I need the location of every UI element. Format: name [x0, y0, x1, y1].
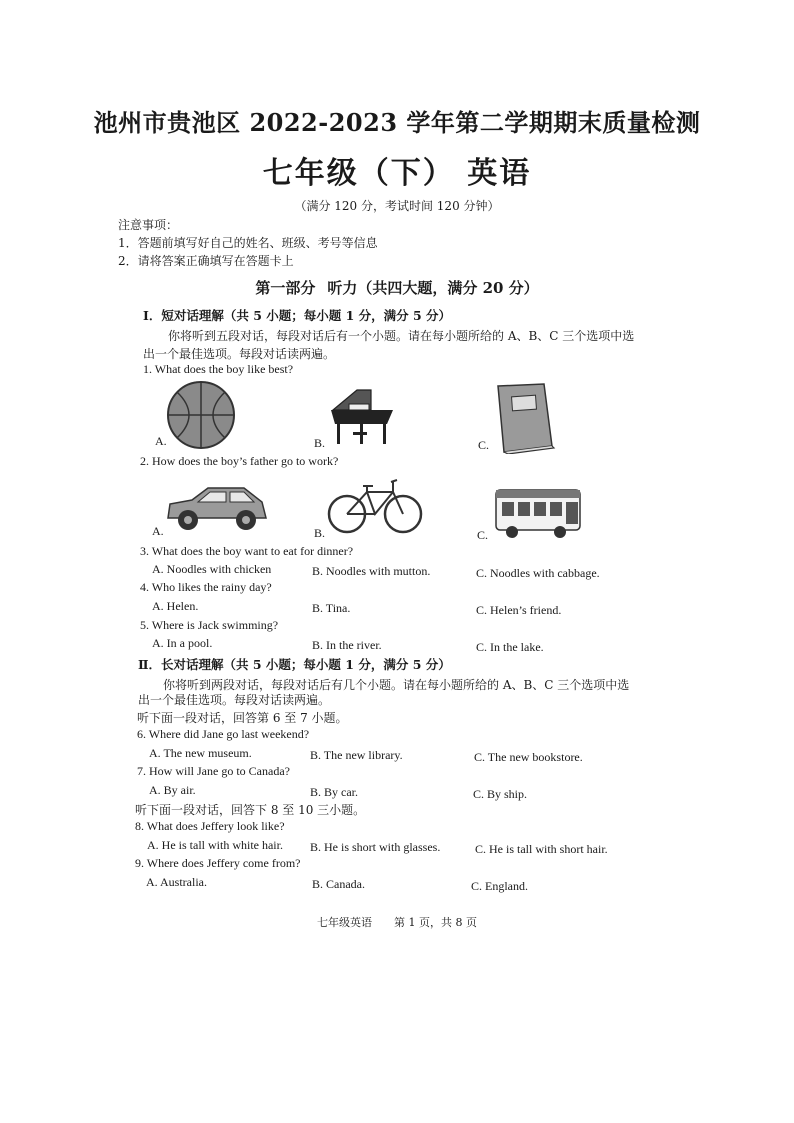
q2-option-c: C. [477, 528, 489, 542]
basketball-icon [165, 380, 237, 450]
q5-option-c: C. In the lake. [476, 640, 544, 654]
part1-title: 听力（共四大题，满分 20 分） [327, 279, 539, 297]
book-icon [494, 382, 556, 454]
notice-item-1: 1．答题前填写好自己的姓名、班级、考号等信息 [118, 236, 378, 250]
question-3: 3. What does the boy want to eat for dinner? [140, 544, 354, 558]
q9-option-b: B. Canada. [312, 877, 365, 891]
q8-option-b: B. He is short with glasses. [310, 840, 441, 854]
question-2: 2. How does the boy’s father go to work? [140, 454, 339, 468]
q5-option-b: B. In the river. [312, 638, 382, 652]
q3-option-a: A. Noodles with chicken [152, 562, 272, 576]
q4-option-a: A. Helen. [152, 599, 199, 613]
page-footer: 七年级英语 第 1 页，共 8 页 [317, 916, 477, 929]
q6-option-b: B. The new library. [310, 748, 403, 762]
q4-option-c: C. Helen’s friend. [476, 603, 562, 617]
section1-instruction-1: 你将听到五段对话，每段对话后有一个小题。请在每小题所给的 A、B、C 三个选项中选 [168, 329, 635, 343]
q9-option-a: A. Australia. [146, 875, 207, 889]
q8-option-c: C. He is tall with short hair. [475, 842, 608, 856]
q6-option-a: A. The new museum. [149, 746, 252, 760]
question-1: 1. What does the boy like best? [143, 362, 294, 376]
group2-intro: 听下面一段对话，回答下 8 至 10 三小题。 [135, 803, 366, 817]
q7-option-b: B. By car. [310, 785, 358, 799]
section2-heading: Ⅱ．长对话理解（共 5 小题；每小题 1 分，满分 5 分） [138, 657, 451, 672]
q4-option-b: B. Tina. [312, 601, 351, 615]
question-8: 8. What does Jeffery look like? [135, 819, 285, 833]
q7-option-a: A. By air. [149, 783, 196, 797]
score-time-note: （满分 120 分，考试时间 120 分钟） [294, 199, 500, 213]
q3-option-b: B. Noodles with mutton. [312, 564, 431, 578]
part1-label: 第一部分 [255, 279, 316, 297]
question-4: 4. Who likes the rainy day? [140, 580, 272, 594]
q3-option-c: C. Noodles with cabbage. [476, 566, 600, 580]
question-7: 7. How will Jane go to Canada? [137, 764, 290, 778]
q5-option-a: A. In a pool. [152, 636, 213, 650]
exam-title: 池州市贵池区 2022-2023 学年第二学期期末质量检测 [93, 108, 701, 137]
subject-title: 七年级（下） 英语 [262, 156, 532, 191]
question-5: 5. Where is Jack swimming? [140, 618, 279, 632]
piano-icon [327, 386, 397, 446]
section2-instruction-2: 出一个最佳选项。每段对话读两遍。 [138, 693, 331, 707]
q8-option-a: A. He is tall with white hair. [147, 838, 283, 852]
bus-icon [492, 486, 584, 540]
group1-intro: 听下面一段对话，回答第 6 至 7 小题。 [137, 711, 348, 725]
notice-item-2: 2．请将答案正确填写在答题卡上 [118, 254, 294, 268]
part1-heading [0, 277, 794, 298]
section1-instruction-2: 出一个最佳选项。每段对话读两遍。 [143, 347, 336, 361]
q2-option-a: A. [152, 524, 164, 538]
q1-option-b: B. [314, 436, 326, 450]
q7-option-c: C. By ship. [473, 787, 528, 801]
q6-option-c: C. The new bookstore. [474, 750, 583, 764]
section1-heading: Ⅰ．短对话理解（共 5 小题；每小题 1 分，满分 5 分） [143, 308, 452, 323]
q1-option-a: A. [155, 434, 167, 448]
notice-heading: 注意事项： [118, 218, 179, 232]
car-icon [164, 482, 270, 534]
q9-option-c: C. England. [471, 879, 528, 893]
question-6: 6. Where did Jane go last weekend? [137, 727, 310, 741]
section2-instruction-1: 你将听到两段对话，每段对话后有几个小题。请在每小题所给的 A、B、C 三个选项中选 [163, 678, 630, 692]
q2-option-b: B. [314, 526, 326, 540]
bicycle-icon [327, 472, 423, 536]
q1-option-c: C. [478, 438, 490, 452]
question-9: 9. Where does Jeffery come from? [135, 856, 301, 870]
